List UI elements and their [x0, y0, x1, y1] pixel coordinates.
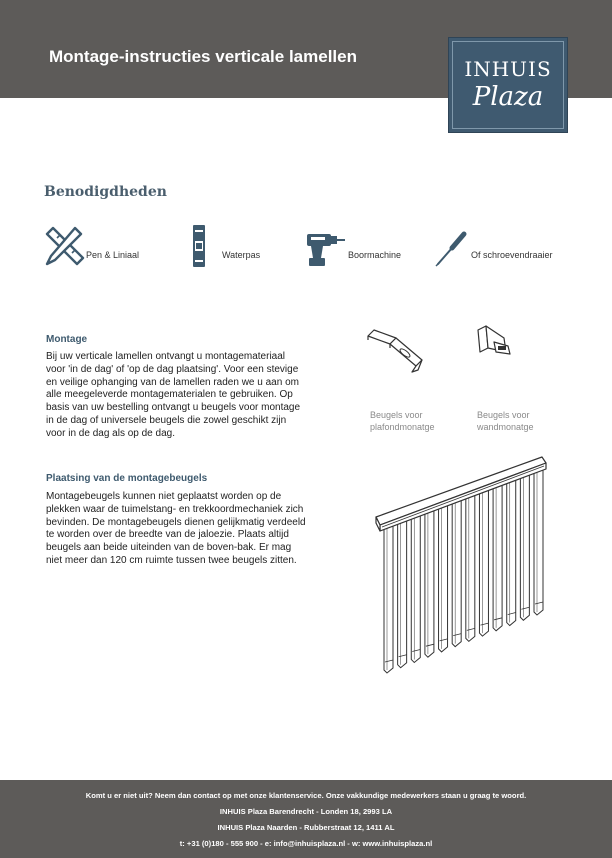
blind-slat [479, 489, 488, 636]
text-line: in de dag of universele beugels die zowel geschikt zijn [46, 414, 287, 426]
blind-slat [439, 505, 448, 652]
tool-label: Boormachine [348, 250, 402, 260]
blind-slat [520, 474, 529, 620]
tool-label: Waterpas [222, 250, 261, 260]
caption-line: Beugels voor [370, 410, 423, 420]
text-line: bevinden. De montagebeugels dienen gelijkmatig verdeeld [46, 516, 306, 528]
text-line: te worden over de breedte van de jaloezie. Plaats altijd [46, 529, 289, 541]
text-line: plekken waar de tuimelstang- en trekkoordmechaniek zich [46, 503, 304, 515]
caption-line: plafondmonatge [370, 422, 435, 432]
footer-address-barendrecht: INHUIS Plaza Barendrecht - Londen 18, 2993 LA [219, 807, 393, 816]
tool-spirit-level [191, 224, 281, 268]
tool-label: Of schroevendraaier [471, 250, 553, 260]
text-line: beugels aan beide uiteinden van de boven-bak. Er mag [46, 542, 292, 554]
blind-slat [466, 494, 475, 641]
text-line: Montagebeugels kunnen niet geplaatst worden op de [46, 491, 282, 502]
tool-label: Pen & Liniaal [86, 250, 140, 260]
blind-slat [398, 520, 407, 668]
blind-slat [507, 479, 516, 625]
blind-slat [534, 469, 543, 615]
blind-slat [384, 525, 393, 673]
logo-text-bottom: Plaza [472, 82, 544, 112]
text-line: voor 'in de dag' of 'op de dag plaatsing'. Voor een stevige [46, 363, 299, 375]
montage-text [46, 351, 336, 441]
page-title: Montage-instructies verticale lamellen [49, 47, 357, 66]
wall-bracket-icon [474, 324, 514, 360]
text-line: Bij uw verticale lamellen ontvangt u montagemateriaal [46, 351, 286, 362]
blind-slat [452, 500, 461, 647]
logo-text-top: INHUIS [464, 57, 552, 81]
caption-ceiling-bracket [370, 409, 435, 433]
caption-wall-bracket [477, 409, 534, 433]
vertical-blinds-illustration [370, 455, 550, 680]
caption-line: Beugels voor [477, 410, 530, 420]
tool-drill [305, 224, 415, 268]
screwdriver-icon [434, 224, 470, 268]
tool-pen-ruler [45, 224, 165, 268]
montage-heading: Montage [46, 334, 88, 345]
placement-text [46, 491, 336, 568]
blind-slat [411, 515, 420, 663]
text-line: basis van uw bestelling ontvangt u beugels voor montage [46, 402, 301, 414]
footer-contact-details: t: +31 (0)180 - 555 900 - e: info@inhuisplaza.nl - w: www.inhuisplaza.nl [179, 839, 433, 848]
ceiling-bracket-icon [366, 326, 426, 376]
spirit-level-icon [191, 224, 207, 268]
footer-address-naarden: INHUIS Plaza Naarden - Rubberstraat 12, 1411 AL [217, 823, 395, 832]
text-line: en veilige ophanging van de lamellen raden we u aan om [46, 376, 299, 388]
footer-contact-text: Komt u er niet uit? Neem dan contact op met onze klantenservice. Onze vakkundige medewerkers staan u graag te woord. [85, 791, 527, 800]
blind-slat [425, 510, 434, 657]
placement-heading: Plaatsing van de montagebeugels [46, 473, 208, 484]
caption-line: wandmonatge [477, 422, 534, 432]
page-footer [0, 780, 612, 858]
text-line: alle meegeleverde montagematerialen te gebruiken. Op [46, 389, 293, 401]
text-line: niet meer dan 120 cm ruimte tussen twee beugels zitten. [46, 554, 297, 566]
drill-icon [305, 224, 345, 268]
blind-slat [493, 484, 502, 631]
section-title-needs: Benodigdheden [44, 184, 167, 200]
text-line: voor in de dag als op de dag. [46, 427, 175, 439]
pencil-ruler-icon [45, 224, 85, 268]
tool-screwdriver [434, 224, 574, 268]
inhuis-plaza-logo [448, 37, 568, 133]
